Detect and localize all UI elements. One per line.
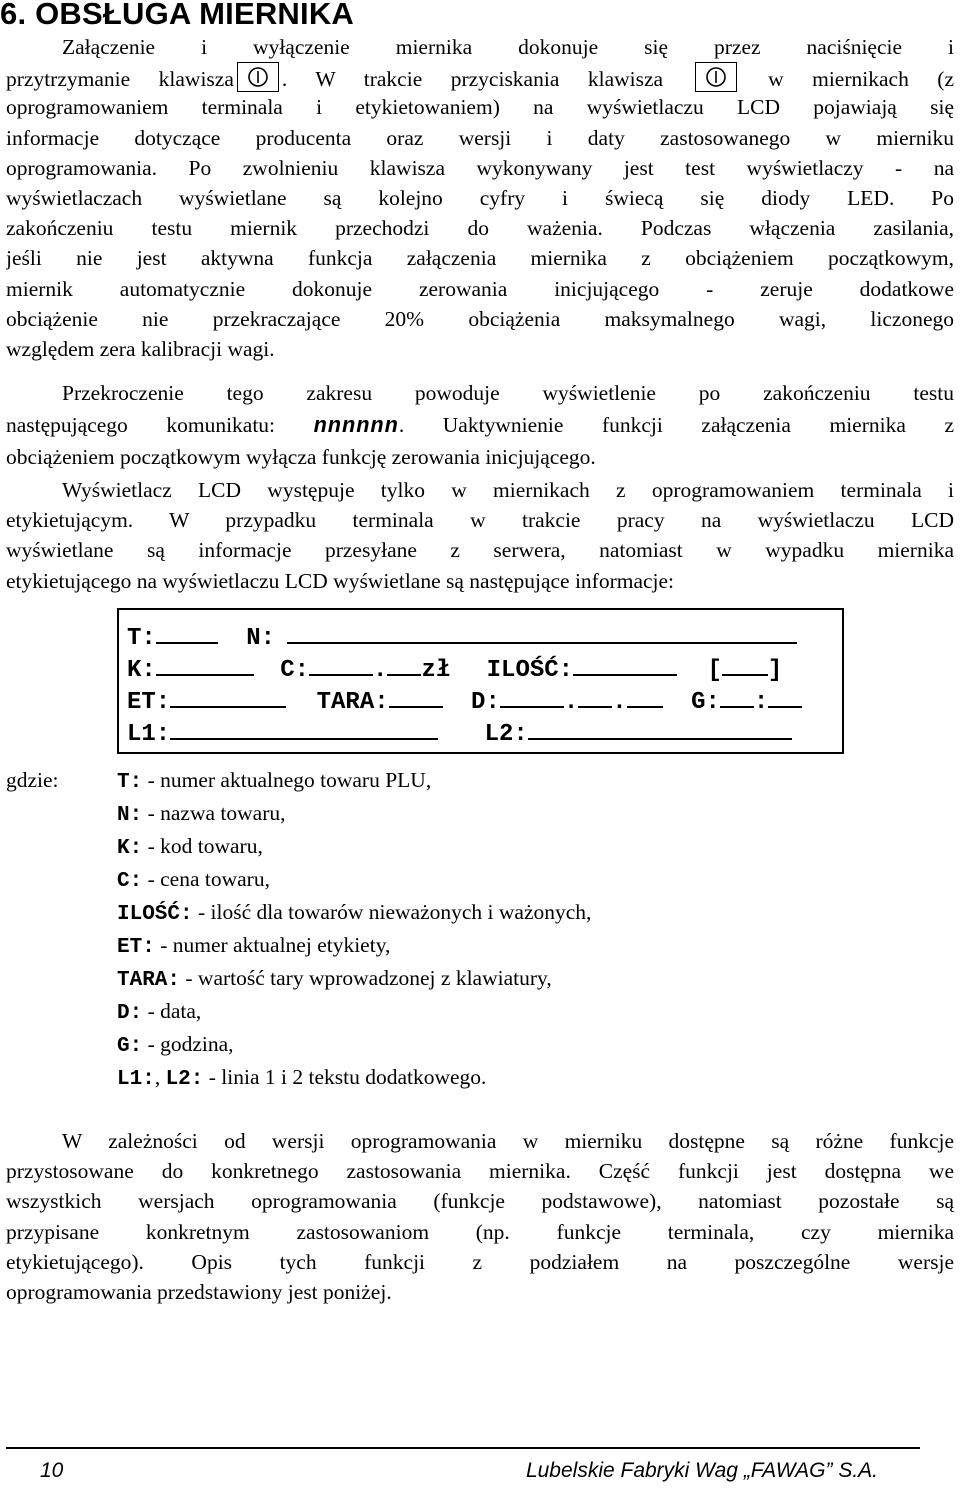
- legend-item: N: - nazwa towaru,: [117, 801, 286, 827]
- field-blank: [722, 652, 768, 676]
- page-number: 10: [40, 1459, 64, 1482]
- footer-divider: [6, 1447, 920, 1449]
- legend-item: G: - godzina,: [117, 1032, 234, 1058]
- field-blank: [170, 716, 438, 740]
- text-line: oprogramowaniem terminala i etykietowaniem) na wyświetlaczu LCD pojawiają się: [6, 95, 954, 120]
- field-blank: [387, 652, 421, 676]
- legend-item: L1:, L2: - linia 1 i 2 tekstu dodatkowego.: [117, 1065, 487, 1091]
- paragraph-overload-message: [6, 378, 954, 472]
- text-line: jeśli nie jest aktywna funkcja załączenia miernika z obciążeniem początkowym,: [6, 246, 954, 271]
- text-line: przypisane konkretnym zastosowaniom (np. funkcje terminala, czy miernika: [6, 1219, 954, 1244]
- power-key-icon: [237, 62, 279, 92]
- text-line: etykietującego na wyświetlaczu LCD wyświetlane są następujące informacje:: [6, 568, 675, 593]
- text-line: obciążeniem początkowym wyłącza funkcję zerowania inicjującego.: [6, 445, 596, 470]
- paragraph-power-on: [6, 32, 954, 364]
- legend-item: TARA: - wartość tary wprowadzonej z klawiatury,: [117, 966, 552, 992]
- field-blank: [389, 684, 443, 708]
- text-line: obciążenie nie przekraczające 20% obciążenia maksymalnego wagi, liczonego: [6, 306, 954, 331]
- field-blank: [156, 620, 218, 644]
- legend-label: gdzie:: [6, 768, 59, 792]
- legend-item: C: - cena towaru,: [117, 867, 270, 893]
- field-blank: [720, 684, 754, 708]
- text-line: wszystkich wersjach oprogramowania (funkcje podstawowe), natomiast pozostałe są: [6, 1189, 954, 1214]
- text-line: względem zera kalibracji wagi.: [6, 336, 275, 361]
- field-blank: [156, 652, 254, 676]
- text-line: zakończeniu testu miernik przechodzi do ważenia. Podczas włączenia zasilania,: [6, 216, 954, 241]
- text-line: następującego komunikatu: nnnnnn. Uaktywnienie funkcji załączenia miernika z: [6, 413, 954, 440]
- field-blank: [500, 684, 564, 708]
- field-blank: [578, 684, 612, 708]
- text-line: miernik automatycznie dokonuje zerowania inicjującego - zeruje dodatkowe: [6, 276, 954, 301]
- legend-item: T: - numer aktualnego towaru PLU,: [117, 768, 432, 794]
- power-key-icon: [695, 62, 737, 92]
- section-heading: 6. OBSŁUGA MIERNIKA: [0, 0, 355, 31]
- text-line: Załączenie i wyłączenie miernika dokonuje się przez naciśnięcie i: [62, 35, 954, 59]
- field-blank: [768, 684, 802, 708]
- field-blank: [170, 684, 286, 708]
- field-blank: [287, 620, 797, 644]
- field-blank: [309, 652, 373, 676]
- text-line: przystosowane do konkretnego zastosowania miernika. Część funkcji jest dostępna we: [6, 1159, 954, 1184]
- text-line: przytrzymanie klawisza . W trakcie przyciskania klawisza w miernikach (z: [6, 62, 954, 92]
- text-line: oprogramowania przedstawiony jest poniżej.: [6, 1279, 392, 1304]
- paragraph-software-versions: [6, 1126, 954, 1307]
- text-line: etykietującym. W przypadku terminala w trakcie pracy na wyświetlaczu LCD: [6, 508, 954, 533]
- lcd-row-1: T: N:: [127, 620, 797, 652]
- text-line: etykietującego). Opis tych funkcji z podziałem na poszczególne wersje: [6, 1249, 954, 1274]
- text-line: Wyświetlacz LCD występuje tylko w miernikach z oprogramowaniem terminala i: [62, 478, 954, 502]
- lcd-row-3: ET: TARA: D: . . G: :: [127, 684, 802, 716]
- display-message: nnnnnn: [313, 414, 399, 440]
- text-line: Przekroczenie tego zakresu powoduje wyświetlenie po zakończeniu testu: [62, 381, 954, 405]
- text-line: wyświetlaczach wyświetlane są kolejno cyfry i świecą się diody LED. Po: [6, 185, 954, 210]
- footer-company: Lubelskie Fabryki Wag „FAWAG” S.A.: [525, 1459, 878, 1482]
- text-line: wyświetlane są informacje przesyłane z serwera, natomiast w wypadku miernika: [6, 538, 954, 563]
- legend-item: K: - kod towaru,: [117, 834, 263, 860]
- lcd-row-2: K: C: . zł ILOŚĆ: [ ]: [127, 652, 782, 684]
- text-line: oprogramowania. Po zwolnieniu klawisza wykonywany jest test wyświetlaczy - na: [6, 155, 954, 180]
- lcd-layout-box: [117, 608, 844, 754]
- field-blank: [528, 716, 792, 740]
- legend-item: D: - data,: [117, 999, 202, 1025]
- legend-item: ILOŚĆ: - ilość dla towarów nieważonych i ważonych,: [117, 900, 592, 926]
- legend-item: ET: - numer aktualnej etykiety,: [117, 933, 391, 959]
- text-line: W zależności od wersji oprogramowania w mierniku dostępne są różne funkcje: [62, 1129, 954, 1153]
- field-blank: [573, 652, 677, 676]
- text-line: informacje dotyczące producenta oraz wersji i daty zastosowanego w mierniku: [6, 125, 954, 150]
- field-blank: [627, 684, 663, 708]
- paragraph-lcd-info: [6, 475, 954, 596]
- lcd-row-4: L1: L2:: [127, 716, 792, 748]
